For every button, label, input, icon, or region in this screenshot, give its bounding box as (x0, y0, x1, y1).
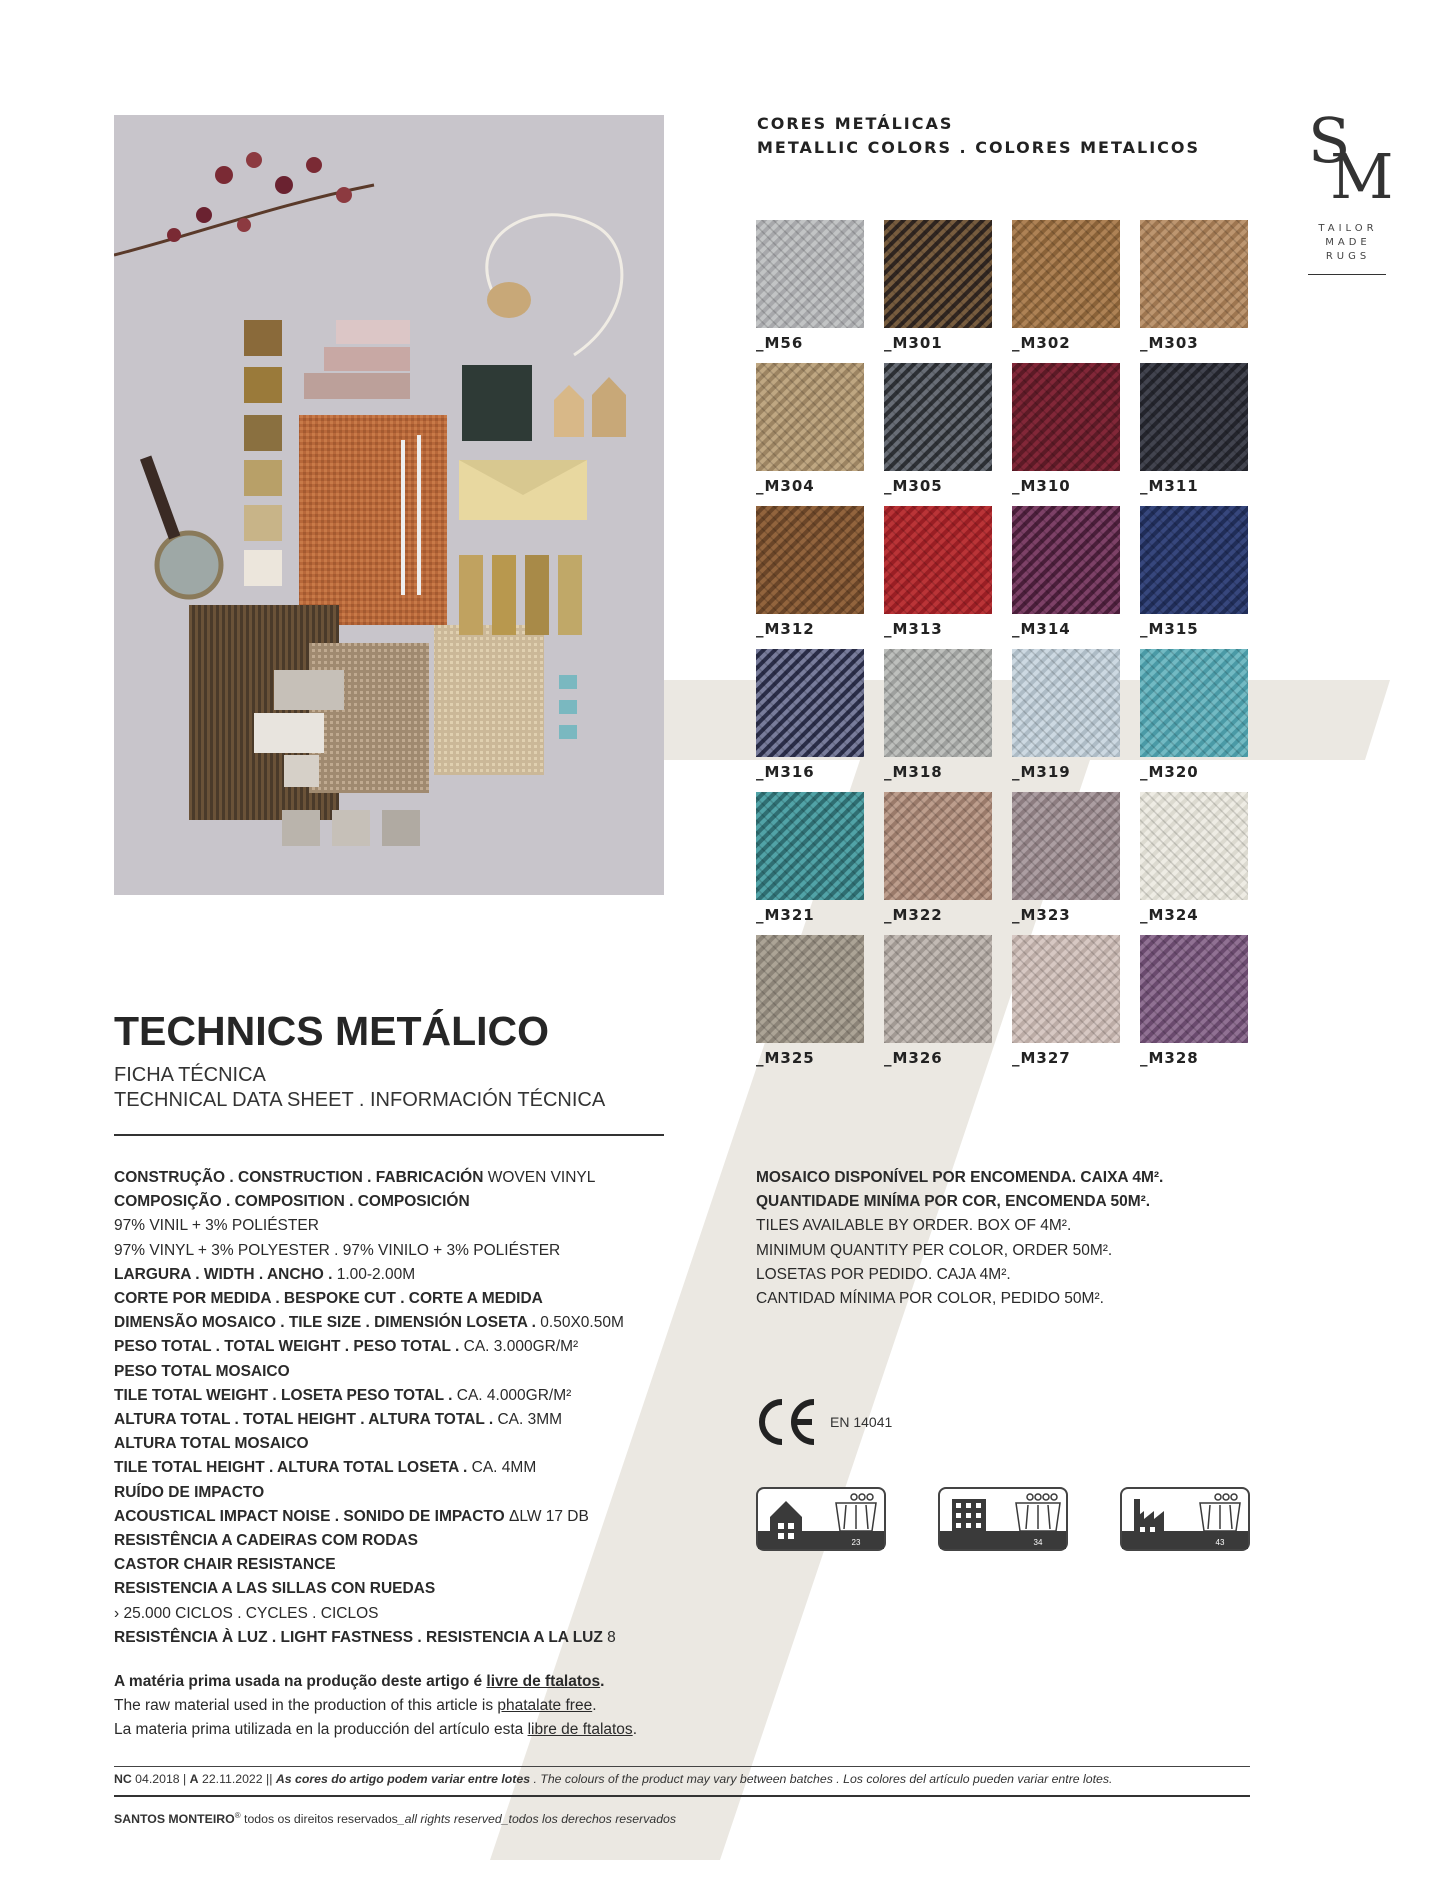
spec-value: › 25.000 CICLOS . CYCLES . CICLOS (114, 1604, 379, 1622)
spec-label: LARGURA . WIDTH . ANCHO . (114, 1265, 333, 1283)
subtitle-line2: TECHNICAL DATA SHEET . INFORMACIÓN TÉCNICA (114, 1089, 606, 1111)
footer-rights-pt: todos os direitos reservados (240, 1812, 398, 1827)
swatch-texture (1012, 363, 1120, 471)
logo-letter-s: S (1308, 104, 1351, 177)
swatch-code: _M316 (756, 763, 815, 781)
spec-label: COMPOSIÇÃO . COMPOSITION . COMPOSICIÓN (114, 1193, 470, 1211)
swatch-texture (756, 649, 864, 757)
swatch-item (884, 649, 992, 792)
metallic-colors-heading (757, 112, 1200, 160)
swatch-texture (1140, 506, 1248, 614)
swatch-item (1012, 792, 1120, 935)
phthalate-en-link: phatalate free (497, 1697, 593, 1714)
swatch-code: _M311 (1140, 477, 1199, 495)
swatch-item (884, 792, 992, 935)
phthalate-en-text: The raw material used in the production of this article is (114, 1697, 498, 1714)
swatch-texture (1140, 363, 1248, 471)
subtitle-line1: FICHA TÉCNICA (114, 1064, 266, 1086)
product-title: TECHNICS METÁLICO (114, 1008, 550, 1054)
swatch-texture (1012, 220, 1120, 328)
swatch-texture (1012, 935, 1120, 1043)
logo-tag-tailor: TAILOR (1318, 223, 1378, 234)
swatch-item (1140, 792, 1248, 935)
swatch-texture (1140, 649, 1248, 757)
usage-class-number: 23 (851, 1538, 861, 1547)
spec-row (114, 1190, 624, 1214)
swatch-item (884, 935, 992, 1078)
footer-batch-note (114, 1772, 1112, 1786)
logo-tagline (1308, 222, 1388, 264)
spec-row (114, 1287, 624, 1311)
spec-row (114, 1263, 624, 1287)
swatch-item (1140, 506, 1248, 649)
swatch-texture (1012, 506, 1120, 614)
swatch-code: _M56 (756, 334, 804, 352)
swatch-item (1140, 935, 1248, 1078)
spec-label: TILE TOTAL WEIGHT . LOSETA PESO TOTAL . (114, 1386, 453, 1404)
spec-row (114, 1481, 624, 1505)
swatch-item (884, 363, 992, 506)
swatch-code: _M314 (1012, 620, 1071, 638)
spec-label: ALTURA TOTAL MOSAICO (114, 1435, 309, 1453)
swatch-item (756, 506, 864, 649)
swatch-code: _M302 (1012, 334, 1071, 352)
logo-tag-made: MADE (1325, 237, 1371, 248)
brand-logo (1308, 104, 1394, 275)
usage-class-number: 43 (1215, 1538, 1225, 1547)
mosaic-line: LOSETAS POR PEDIDO. CAJA 4M². (756, 1265, 1011, 1283)
swatch-item (1012, 363, 1120, 506)
ce-certification (756, 1398, 892, 1446)
spec-row (114, 1408, 624, 1432)
swatch-code: _M319 (1012, 763, 1071, 781)
phthalate-es-end: . (632, 1721, 637, 1738)
swatch-code: _M318 (884, 763, 943, 781)
footer-pt-note: As cores do artigo podem variar entre lotes (275, 1772, 531, 1786)
swatch-code: _M304 (756, 477, 815, 495)
spec-value: 8 (602, 1628, 616, 1646)
swatch-code: _M327 (1012, 1049, 1071, 1067)
spec-row (114, 1577, 624, 1601)
moodboard-photo (114, 115, 664, 895)
swatch-item (1012, 649, 1120, 792)
swatch-code: _M313 (884, 620, 943, 638)
spec-label: CONSTRUÇÃO . CONSTRUCTION . FABRICACIÓN (114, 1169, 484, 1186)
swatch-code: _M305 (884, 477, 943, 495)
swatch-code: _M320 (1140, 763, 1199, 781)
swatch-code: _M310 (1012, 477, 1071, 495)
phthalate-en (114, 1694, 637, 1718)
spec-label: RESISTÊNCIA À LUZ . LIGHT FASTNESS . RESISTENCIA A LA LUZ (114, 1628, 603, 1646)
mosaic-line: CANTIDAD MÍNIMA POR COLOR, PEDIDO 50M². (756, 1290, 1104, 1308)
spec-row (114, 1384, 624, 1408)
swatch-texture (756, 220, 864, 328)
mosaic-line: MINIMUM QUANTITY PER COLOR, ORDER 50M². (756, 1241, 1113, 1259)
swatch-texture (884, 220, 992, 328)
logo-tag-rugs: RUGS (1325, 251, 1371, 262)
footer-divider-top (114, 1766, 1250, 1767)
spec-value: 1.00-2.00M (332, 1265, 416, 1283)
footer-a-value: 22.11.2022 || (198, 1772, 276, 1786)
phthalate-pt (114, 1670, 637, 1694)
spec-label: RESISTÊNCIA A CADEIRAS COM RODAS (114, 1532, 418, 1550)
mosaic-line: QUANTIDADE MINÍMA POR COR, ENCOMENDA 50M². (756, 1193, 1151, 1211)
usage-class-industrial (1120, 1487, 1250, 1551)
swatch-texture (1140, 792, 1248, 900)
phthalate-statement (114, 1670, 637, 1742)
footer-a-label: A (189, 1772, 199, 1786)
usage-class-number: 34 (1033, 1538, 1043, 1547)
footer-brand: SANTOS MONTEIRO (114, 1812, 235, 1827)
technical-specs-list (114, 1166, 624, 1650)
spec-label: RESISTENCIA A LAS SILLAS CON RUEDAS (114, 1580, 436, 1598)
spec-value: 0.50X0.50M (535, 1314, 624, 1332)
spec-label: TILE TOTAL HEIGHT . ALTURA TOTAL LOSETA . (114, 1459, 468, 1477)
mosaic-line: TILES AVAILABLE BY ORDER. BOX OF 4M². (756, 1217, 1072, 1235)
spec-label: PESO TOTAL MOSAICO (114, 1362, 290, 1380)
spec-value: CA. 3MM (493, 1411, 563, 1429)
swatch-item (1012, 506, 1120, 649)
swatch-texture (1140, 935, 1248, 1043)
spec-row (114, 1505, 624, 1529)
swatch-texture (756, 363, 864, 471)
mosaic-availability-info (756, 1166, 1163, 1311)
spec-row (114, 1432, 624, 1456)
swatch-texture (1140, 220, 1248, 328)
usage-class-commercial (938, 1487, 1068, 1551)
spec-row (114, 1602, 624, 1626)
spec-row (114, 1626, 624, 1650)
swatch-texture (884, 363, 992, 471)
spec-value: 97% VINIL + 3% POLIÉSTER (114, 1217, 319, 1235)
spec-label: DIMENSÃO MOSAICO . TILE SIZE . DIMENSIÓN LOSETA . (114, 1314, 536, 1332)
spec-label: ACOUSTICAL IMPACT NOISE . SONIDO DE IMPACTO (114, 1507, 505, 1525)
phthalate-es-link: libre de ftalatos (527, 1721, 633, 1738)
mosaic-line: MOSAICO DISPONÍVEL POR ENCOMENDA. CAIXA 4M². (756, 1169, 1164, 1186)
swatch-code: _M301 (884, 334, 943, 352)
footer-reg-mark: ® (234, 1811, 241, 1820)
spec-row (114, 1529, 624, 1553)
swatch-texture (884, 792, 992, 900)
swatch-item (756, 649, 864, 792)
swatch-code: _M315 (1140, 620, 1199, 638)
spec-label: ALTURA TOTAL . TOTAL HEIGHT . ALTURA TOTAL . (114, 1411, 494, 1429)
swatch-item (1140, 220, 1248, 363)
spec-value: CA. 4.000GR/M² (452, 1386, 572, 1404)
colors-heading-line1: CORES METÁLICAS (757, 114, 954, 133)
footer-nc-label: NC (114, 1772, 132, 1786)
phthalate-es (114, 1718, 637, 1742)
ce-mark-icon (756, 1398, 818, 1446)
swatch-code: _M325 (756, 1049, 815, 1067)
spec-row (114, 1166, 624, 1190)
spec-row (114, 1311, 624, 1335)
swatch-code: _M323 (1012, 906, 1071, 924)
spec-value: 97% VINYL + 3% POLYESTER . 97% VINILO + 3% POLIÉSTER (114, 1241, 561, 1259)
footer-rest-note: . The colours of the product may vary between batches . Los colores del artículo pueden variar entre lotes. (530, 1772, 1113, 1786)
swatch-code: _M321 (756, 906, 815, 924)
spec-value: CA. 4MM (467, 1459, 537, 1477)
logo-letter-m: M (1330, 140, 1394, 213)
swatch-code: _M328 (1140, 1049, 1199, 1067)
swatch-code: _M312 (756, 620, 815, 638)
swatch-texture (1012, 649, 1120, 757)
product-subtitle (114, 1063, 605, 1113)
swatch-item (756, 935, 864, 1078)
footer-divider-bottom (114, 1795, 1250, 1797)
spec-row (114, 1456, 624, 1480)
swatch-item (1140, 649, 1248, 792)
spec-value: WOVEN VINYL (483, 1169, 596, 1186)
spec-value: CA. 3.000GR/M² (459, 1338, 579, 1356)
swatch-item (1140, 363, 1248, 506)
footer-nc-value: 04.2018 | (131, 1772, 190, 1786)
logo-monogram (1308, 104, 1394, 213)
swatch-item (884, 506, 992, 649)
swatch-texture (756, 792, 864, 900)
swatch-texture (884, 935, 992, 1043)
spec-value: ΔLW 17 DB (504, 1507, 589, 1525)
swatch-item (884, 220, 992, 363)
footer-rights (114, 1811, 676, 1826)
swatch-item (1012, 220, 1120, 363)
spec-label: PESO TOTAL . TOTAL WEIGHT . PESO TOTAL . (114, 1338, 460, 1356)
spec-row (114, 1239, 624, 1263)
usage-class-residential (756, 1487, 886, 1551)
ce-standard: EN 14041 (830, 1414, 893, 1430)
phthalate-pt-link: livre de ftalatos (486, 1673, 601, 1690)
phthalate-es-text: La materia prima utilizada en la producción del artículo esta (114, 1721, 528, 1738)
colors-heading-line2: METALLIC COLORS . COLORES METALICOS (757, 138, 1201, 157)
phthalate-pt-end: . (600, 1673, 605, 1690)
spec-row (114, 1553, 624, 1577)
swatch-code: _M324 (1140, 906, 1199, 924)
spec-row (114, 1360, 624, 1384)
office-building-icon (952, 1499, 986, 1545)
spec-row (114, 1214, 624, 1238)
swatch-texture (756, 506, 864, 614)
swatch-item (756, 363, 864, 506)
swatch-item (756, 792, 864, 935)
swatch-item (756, 220, 864, 363)
phthalate-pt-text: A matéria prima usada na produção deste artigo é (114, 1673, 487, 1690)
logo-underline (1308, 274, 1386, 275)
swatch-code: _M303 (1140, 334, 1199, 352)
swatch-texture (1012, 792, 1120, 900)
swatch-texture (884, 506, 992, 614)
swatch-texture (756, 935, 864, 1043)
spec-row (114, 1335, 624, 1359)
swatch-texture (884, 649, 992, 757)
swatch-code: _M326 (884, 1049, 943, 1067)
title-divider (114, 1134, 664, 1136)
color-swatch-grid (756, 220, 1250, 1078)
swatch-code: _M322 (884, 906, 943, 924)
phthalate-en-end: . (592, 1697, 597, 1714)
spec-label: CASTOR CHAIR RESISTANCE (114, 1556, 336, 1574)
spec-label: CORTE POR MEDIDA . BESPOKE CUT . CORTE A MEDIDA (114, 1290, 543, 1308)
spec-label: RUÍDO DE IMPACTO (114, 1483, 265, 1501)
footer-rights-rest: _all rights reserved_todos los derechos reservados (397, 1812, 677, 1827)
swatch-item (1012, 935, 1120, 1078)
